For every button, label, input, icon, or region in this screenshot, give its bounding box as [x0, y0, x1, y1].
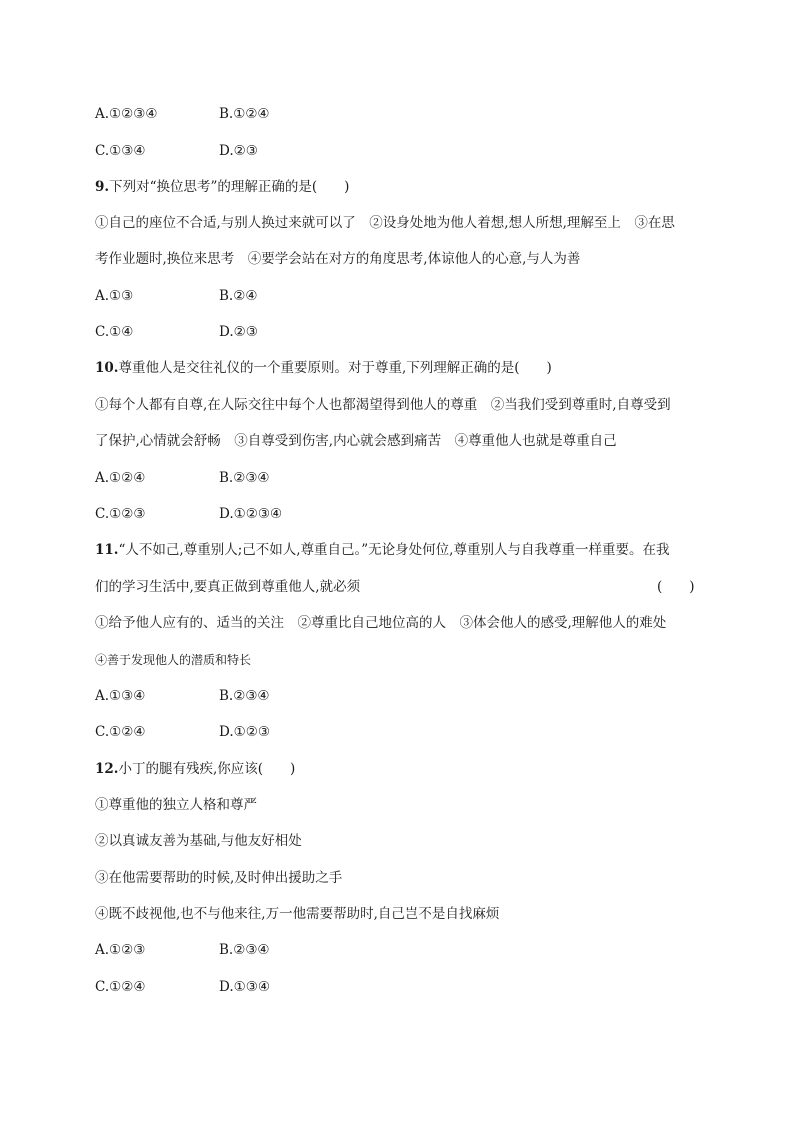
- q9-statements-line2: 考作业题时,换位来思考 ④要学会站在对方的角度思考,体谅他人的心意,与人为善: [95, 251, 581, 267]
- q8-option-b: B.①②④: [219, 106, 270, 122]
- q10-number: 10.: [95, 360, 119, 376]
- q12-stem: [95, 760, 295, 778]
- q12-stem-text: 小丁的腿有残疾,你应该( ): [118, 761, 296, 777]
- q12-statement-4: ④既不歧视他,也不与他来往,万一他需要帮助时,自己岂不是自找麻烦: [95, 906, 500, 922]
- q11-number: 11.: [95, 542, 119, 558]
- q9-stem-text: 下列对“换位思考”的理解正确的是( ): [109, 179, 350, 195]
- q9-option-b: B.②④: [219, 288, 258, 304]
- q10-option-d: D.①②③④: [219, 506, 283, 522]
- q11-statements-line2: ④善于发现他人的潜质和特长: [95, 653, 252, 667]
- q11-stem-line1: [95, 541, 669, 559]
- q10-option-a: A.①②④: [95, 470, 146, 486]
- q9-option-a: A.①③: [95, 288, 134, 304]
- q11-option-d: D.①②③: [219, 724, 270, 740]
- q10-statements-line1: ①每个人都有自尊,在人际交往中每个人也都渴望得到他人的尊重 ②当我们受到尊重时,自尊受到: [95, 397, 671, 413]
- q11-stem-text: “人不如己,尊重别人;己不如人,尊重自己。”无论身处何位,尊重别人与自我尊重一样重要。在我: [118, 542, 670, 558]
- q9-option-c: C.①④: [95, 324, 134, 340]
- q11-option-c: C.①②④: [95, 724, 146, 740]
- q11-option-b: B.②③④: [219, 688, 270, 704]
- q9-statements-line1: ①自己的座位不合适,与别人换过来就可以了 ②设身处地为他人着想,想人所想,理解至上 ③在思: [95, 215, 675, 231]
- q12-statement-3: ③在他需要帮助的时候,及时伸出援助之手: [95, 870, 343, 886]
- q8-option-a: A.①②③④: [95, 106, 158, 122]
- q10-option-b: B.②③④: [219, 470, 270, 486]
- q10-stem-text: 尊重他人是交往礼仪的一个重要原则。对于尊重,下列理解正确的是( ): [118, 360, 552, 376]
- q12-statement-1: ①尊重他的独立人格和尊严: [95, 797, 257, 813]
- q11-stem-line2: 们的学习生活中,要真正做到尊重他人,就必须: [95, 579, 361, 595]
- q9-stem: [95, 178, 349, 196]
- q12-statement-2: ②以真诚友善为基础,与他友好相处: [95, 833, 302, 849]
- q11-option-a: A.①③④: [95, 688, 146, 704]
- q12-option-d: D.①③④: [219, 979, 270, 995]
- q11-statements-line1: ①给予他人应有的、适当的关注 ②尊重比自己地位高的人 ③体会他人的感受,理解他人的难处: [95, 615, 667, 631]
- q12-number: 12.: [95, 761, 119, 777]
- q8-option-d: D.②③: [219, 143, 258, 159]
- q12-option-a: A.①②③: [95, 942, 146, 958]
- q12-option-b: B.②③④: [219, 942, 270, 958]
- q9-number: 9.: [95, 179, 110, 195]
- q9-option-d: D.②③: [219, 324, 258, 340]
- q12-option-c: C.①②④: [95, 979, 146, 995]
- q11-answer-paren: ( ): [657, 579, 695, 595]
- q10-option-c: C.①②③: [95, 506, 146, 522]
- q8-option-c: C.①③④: [95, 143, 146, 159]
- q10-stem: [95, 359, 552, 377]
- q10-statements-line2: 了保护,心情就会舒畅 ③自尊受到伤害,内心就会感到痛苦 ④尊重他人也就是尊重自己: [95, 433, 617, 449]
